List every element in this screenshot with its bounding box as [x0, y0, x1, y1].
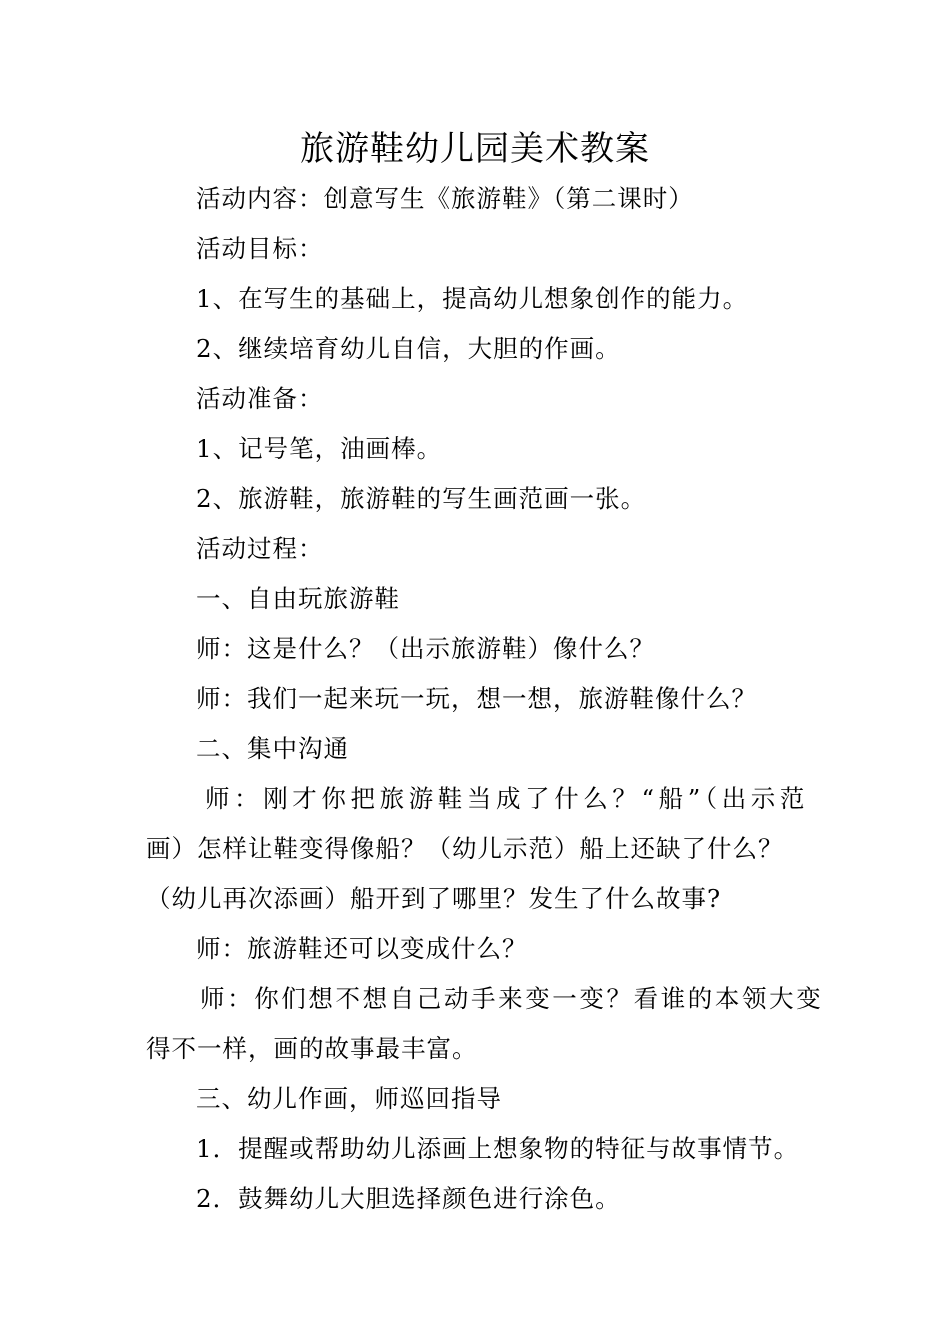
paragraph-teacher-3-line-3: （幼儿再次添画）船开到了哪里？发生了什么故事? — [146, 884, 722, 913]
list-item-goal-1: 1、在写生的基础上，提高幼儿想象创作的能力。 — [196, 284, 749, 313]
paragraph-teacher-3-line-1: 师：刚才你把旅游鞋当成了什么？“船”（出示范 — [205, 784, 809, 813]
paragraph-teacher-3-line-2: 画）怎样让鞋变得像船？（幼儿示范）船上还缺了什么？ — [146, 834, 784, 863]
section-one-heading: 一、自由玩旅游鞋 — [196, 584, 400, 613]
paragraph-teacher-1: 师：这是什么？（出示旅游鞋）像什么？ — [196, 634, 655, 663]
list-item-guide-1: 1．提醒或帮助幼儿添画上想象物的特征与故事情节。 — [196, 1134, 800, 1163]
section-two-heading: 二、集中沟通 — [196, 734, 349, 763]
list-item-prep-1: 1、记号笔，油画棒。 — [196, 434, 443, 463]
list-item-prep-2: 2、旅游鞋，旅游鞋的写生画范画一张。 — [196, 484, 647, 513]
document-title: 旅游鞋幼儿园美术教案 — [300, 129, 650, 169]
heading-activity-preparation: 活动准备： — [196, 384, 324, 413]
paragraph-activity-content: 活动内容：创意写生《旅游鞋》（第二课时） — [196, 184, 694, 213]
list-item-guide-2: 2．鼓舞幼儿大胆选择颜色进行涂色。 — [196, 1184, 621, 1213]
list-item-goal-2: 2、继续培育幼儿自信，大胆的作画。 — [196, 334, 621, 363]
paragraph-teacher-4: 师：旅游鞋还可以变成什么？ — [196, 934, 528, 963]
paragraph-teacher-2: 师：我们一起来玩一玩，想一想，旅游鞋像什么？ — [196, 684, 757, 713]
paragraph-teacher-5-line-2: 得不一样，画的故事最丰富。 — [146, 1034, 478, 1063]
section-three-heading: 三、幼儿作画，师巡回指导 — [196, 1084, 502, 1113]
heading-activity-goals: 活动目标： — [196, 234, 324, 263]
heading-activity-process: 活动过程： — [196, 534, 324, 563]
paragraph-teacher-5-line-1: 师：你们想不想自己动手来变一变？看谁的本领大变 — [200, 984, 824, 1013]
